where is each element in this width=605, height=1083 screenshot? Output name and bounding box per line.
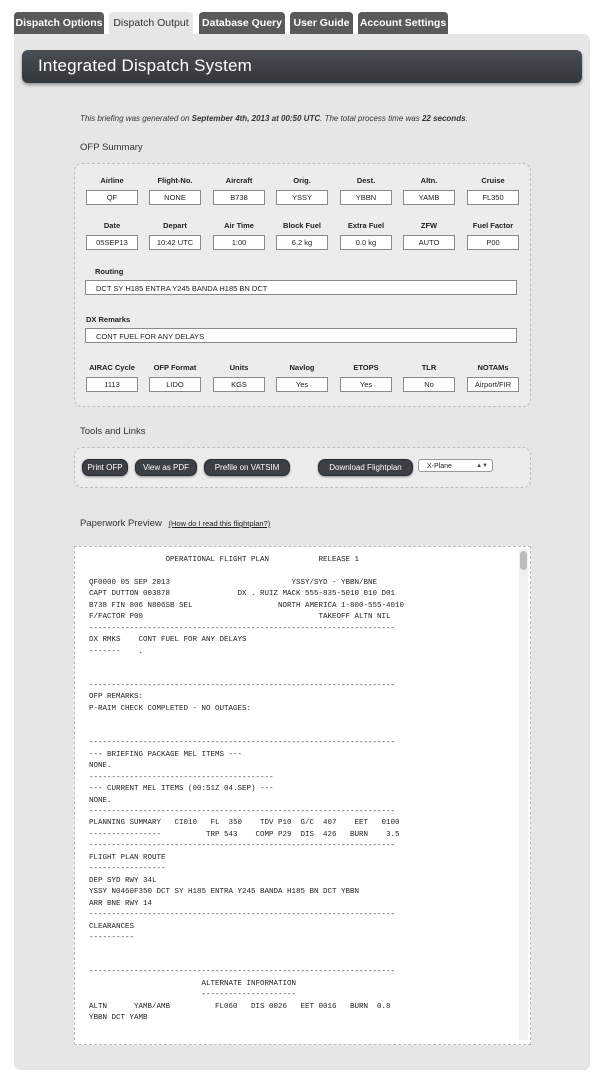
field-cruise	[467, 176, 519, 205]
field-label: ZFW	[420, 221, 438, 230]
routing-label: Routing	[95, 267, 124, 276]
field-label: NOTAMs	[477, 363, 509, 372]
briefing-prefix: This briefing was generated on	[80, 114, 192, 123]
field-fuel-factor	[467, 221, 519, 250]
field-label: AIRAC Cycle	[89, 363, 135, 372]
field-notams	[467, 363, 519, 392]
field-value: FL350	[467, 190, 519, 205]
download-flightplan-button[interactable]: Download Flightplan	[318, 459, 413, 476]
field-depart	[149, 221, 201, 250]
tab-database-query[interactable]: Database Query	[199, 12, 285, 34]
paperwork-preview[interactable]	[74, 546, 531, 1045]
field-airline	[86, 176, 138, 205]
field-origin	[276, 176, 328, 205]
select-arrows-icon: ▲▼	[476, 463, 488, 469]
main-panel	[14, 34, 590, 1070]
field-destination	[340, 176, 392, 205]
prefile-vatsim-button[interactable]: Prefile on VATSIM	[204, 459, 290, 476]
dx-remarks-label: DX Remarks	[86, 315, 131, 324]
field-value: B738	[213, 190, 265, 205]
field-label: Extra Fuel	[347, 221, 385, 230]
ofp-summary-box	[74, 163, 531, 407]
scrollbar[interactable]	[519, 549, 528, 1040]
briefing-info	[80, 114, 468, 123]
field-label: Altn.	[420, 176, 438, 185]
field-label: Airline	[100, 176, 124, 185]
tools-box	[74, 447, 531, 488]
field-air-time	[213, 221, 265, 250]
paperwork-title-text: Paperwork Preview	[80, 518, 162, 529]
field-flight-no	[149, 176, 201, 205]
ofp-text: OPERATIONAL FLIGHT PLAN RELEASE 1 QF0000 05 SEP 2013 YSSY/SYD - YBBN/BNE CAPT DUTTON 003878 DX . RUIZ MACK 555-835-5010 010 D01 B738 FIN 806 N806SB SEL NORTH AMERICA 1-800-555-4010 F/FACTOR P00 TAKEOFF ALTN NIL -------------------------------------------------------------------- DX RMKS CONT FUEL FOR ANY DELAYS ------- . -------------------------------------------------------------------- OFP REMARKS: P-RAIM CHECK COMPLETED - NO OUTAGES: -------------------------------------------------------------------- --- BRIEFING PACKAGE MEL ITEMS --- NONE. ----------------------------------------- --- CURRENT MEL ITEMS (00:51Z 04.SEP) --- NONE. -------------------------------------------------------------------- PLANNING SUMMARY CI010 FL 350 TDV P10 G/C 407 EET 0100 ---------------- TRP 543 COMP P29 DIS 426 BURN 3.5 -------------------------------------------------------------------- FLIGHT PLAN ROUTE ----------------- DEP SYD RWY 34L YSSY N0460F350 DCT SY H185 ENTRA Y245 BANDA H185 BN DCT YBBN ARR BNE RWY 14 -------------------------------------------------------------------- CLEARANCES ---------- -------------------------------------------------------------------- ALTERNATE INFORMATION --------------------- ALTN YAMB/AMB FL060 DIS 0026 EET 0016 BURN 0.8 YBBN DCT YAMB	[89, 556, 405, 1023]
field-value: P00	[467, 235, 519, 250]
select-value: X-Plane	[427, 463, 452, 470]
field-value: YSSY	[276, 190, 328, 205]
field-navlog	[276, 363, 328, 392]
field-airac-cycle	[86, 363, 138, 392]
view-pdf-button[interactable]: View as PDF	[135, 459, 197, 476]
field-label: Date	[103, 221, 121, 230]
field-value: KGS	[213, 377, 265, 392]
field-label: Block Fuel	[283, 221, 321, 230]
field-value: YAMB	[403, 190, 455, 205]
field-value: 1:00	[213, 235, 265, 250]
tools-title: Tools and Links	[80, 426, 146, 437]
routing-value: DCT SY H185 ENTRA Y245 BANDA H185 BN DCT	[85, 280, 517, 295]
page-title: Integrated Dispatch System	[38, 56, 253, 75]
tab-account-settings[interactable]: Account Settings	[358, 12, 448, 34]
field-value: 10:42 UTC	[149, 235, 201, 250]
briefing-date: September 4th, 2013 at 00:50 UTC	[191, 114, 321, 123]
field-label: Navlog	[289, 363, 315, 372]
tab-dispatch-options[interactable]: Dispatch Options	[14, 12, 104, 34]
field-value: QF	[86, 190, 138, 205]
field-label: Orig.	[293, 176, 311, 185]
field-value: 1113	[86, 377, 138, 392]
scrollbar-thumb[interactable]	[520, 551, 527, 570]
field-value: AUTO	[403, 235, 455, 250]
field-label: Fuel Factor	[472, 221, 514, 230]
field-value: Yes	[340, 377, 392, 392]
paperwork-title	[80, 518, 270, 529]
briefing-suffix: .	[465, 114, 468, 123]
field-label: Cruise	[481, 176, 505, 185]
field-value: 6.2 kg	[276, 235, 328, 250]
field-units	[213, 363, 265, 392]
field-label: Air Time	[224, 221, 254, 230]
field-block-fuel	[276, 221, 328, 250]
field-date	[86, 221, 138, 250]
field-value: Yes	[276, 377, 328, 392]
field-aircraft	[213, 176, 265, 205]
field-label: OFP Format	[153, 363, 197, 372]
flightplan-format-select[interactable]	[418, 459, 493, 472]
field-zfw	[403, 221, 455, 250]
field-value: NONE	[149, 190, 201, 205]
field-label: Units	[229, 363, 249, 372]
field-tlr	[403, 363, 455, 392]
tab-dispatch-output[interactable]: Dispatch Output	[109, 12, 193, 34]
print-ofp-button[interactable]: Print OFP	[82, 459, 128, 476]
field-value: No	[403, 377, 455, 392]
ofp-summary-title: OFP Summary	[80, 142, 143, 153]
field-label: ETOPS	[353, 363, 379, 372]
field-alternate	[403, 176, 455, 205]
field-label: Depart	[163, 221, 187, 230]
briefing-middle: . The total process time was	[320, 114, 422, 123]
field-value: LIDO	[149, 377, 201, 392]
title-banner	[22, 50, 582, 83]
field-label: Aircraft	[225, 176, 253, 185]
field-label: Flight-No.	[157, 176, 193, 185]
field-etops	[340, 363, 392, 392]
flightplan-help-link[interactable]: (How do I read this flightplan?)	[168, 519, 271, 528]
briefing-time: 22 seconds	[421, 114, 466, 123]
tab-user-guide[interactable]: User Guide	[290, 12, 353, 34]
field-value: YBBN	[340, 190, 392, 205]
field-extra-fuel	[340, 221, 392, 250]
field-ofp-format	[149, 363, 201, 392]
field-value: 0.0 kg	[340, 235, 392, 250]
field-label: Dest.	[356, 176, 376, 185]
field-label: TLR	[421, 363, 437, 372]
field-value: Airport/FIR	[467, 377, 519, 392]
dx-remarks-value: CONT FUEL FOR ANY DELAYS	[85, 328, 517, 343]
field-value: 05SEP13	[86, 235, 138, 250]
